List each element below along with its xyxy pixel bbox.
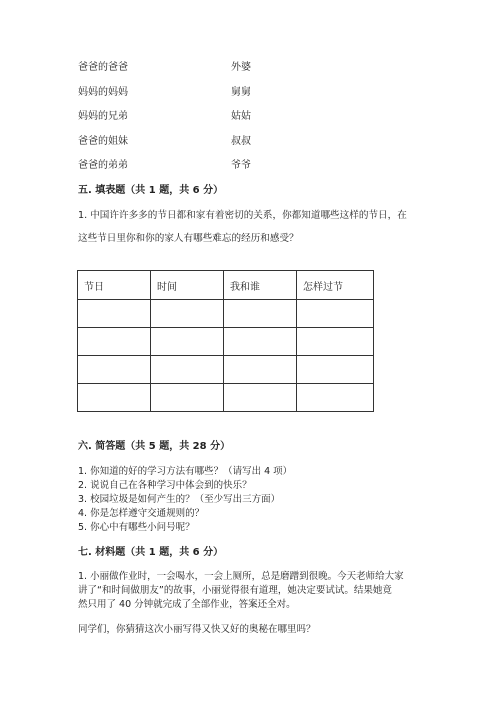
passage-text: 讲了“和时间做朋友”的故事，小丽觉得很有道理，她决定要试试。结果她竟 [78,585,392,596]
question-item: 2. 说说自己在各种学习中体会到的快乐？ [78,480,252,491]
matching-row [0,87,500,101]
table-cell[interactable] [297,300,374,328]
matching-left: 爸爸的爸爸 [78,62,128,73]
table-cell[interactable] [78,300,151,328]
table-cell[interactable] [151,384,224,412]
passage-text: 1. 小丽做作业时，一会喝水，一会上厕所，总是磨蹭到很晚。今天老师给大家 [78,571,404,582]
table-cell[interactable] [151,356,224,384]
question-text: 1. 中国许许多多的节日都和家有着密切的关系，你都知道哪些这样的节日，在 [78,210,407,221]
matching-right: 舅舅 [231,87,251,98]
table-row [78,300,374,328]
table-cell[interactable] [297,384,374,412]
table-cell[interactable] [224,300,297,328]
table-cell[interactable] [151,328,224,356]
table-cell[interactable] [78,384,151,412]
question-item: 1. 你知道的好的学习方法有哪些？（请写出 4 项） [78,466,293,477]
matching-right: 姑姑 [231,111,251,122]
table-header-cell: 我和谁 [224,271,297,300]
table-header-row [78,271,374,300]
table-header-cell: 怎样过节 [297,271,374,300]
table-row [78,328,374,356]
question-item: 3. 校园垃圾是如何产生的？（至少写出三方面） [78,494,281,505]
table-cell[interactable] [224,384,297,412]
question-item: 4. 你是怎样遵守交通规则的？ [78,508,205,519]
fill-table [77,270,374,412]
table-cell[interactable] [224,328,297,356]
section-title: 五. 填表题（共 1 题，共 6 分） [78,185,224,196]
table-cell[interactable] [78,356,151,384]
question-text: 同学们，你猜猜这次小丽写得又快又好的奥秘在哪里吗？ [78,624,316,635]
section-title: 七. 材料题（共 1 题，共 6 分） [78,547,224,558]
matching-row [0,62,500,76]
question-item: 5. 你心中有哪些小问号呢？ [78,522,195,533]
table-cell[interactable] [297,356,374,384]
matching-left: 爸爸的弟弟 [78,160,128,171]
matching-left: 妈妈的兄弟 [78,111,128,122]
question-text: 这些节日里你和你的家人有哪些难忘的经历和感受？ [78,233,299,244]
matching-right: 叔叔 [231,136,251,147]
matching-right: 爷爷 [231,160,251,171]
table-cell[interactable] [297,328,374,356]
table-cell[interactable] [78,328,151,356]
matching-row [0,160,500,174]
table-cell[interactable] [224,356,297,384]
table-header-cell: 时间 [151,271,224,300]
matching-row [0,111,500,125]
table-header-cell: 节日 [78,271,151,300]
table-cell[interactable] [151,300,224,328]
section-title: 六. 简答题（共 5 题，共 28 分） [78,441,231,452]
matching-left: 妈妈的妈妈 [78,87,128,98]
matching-row [0,136,500,150]
matching-left: 爸爸的姐妹 [78,136,128,147]
table-row [78,384,374,412]
matching-right: 外婆 [231,62,251,73]
passage-text: 然只用了 40 分钟就完成了全部作业，答案还全对。 [78,599,296,610]
table-row [78,356,374,384]
